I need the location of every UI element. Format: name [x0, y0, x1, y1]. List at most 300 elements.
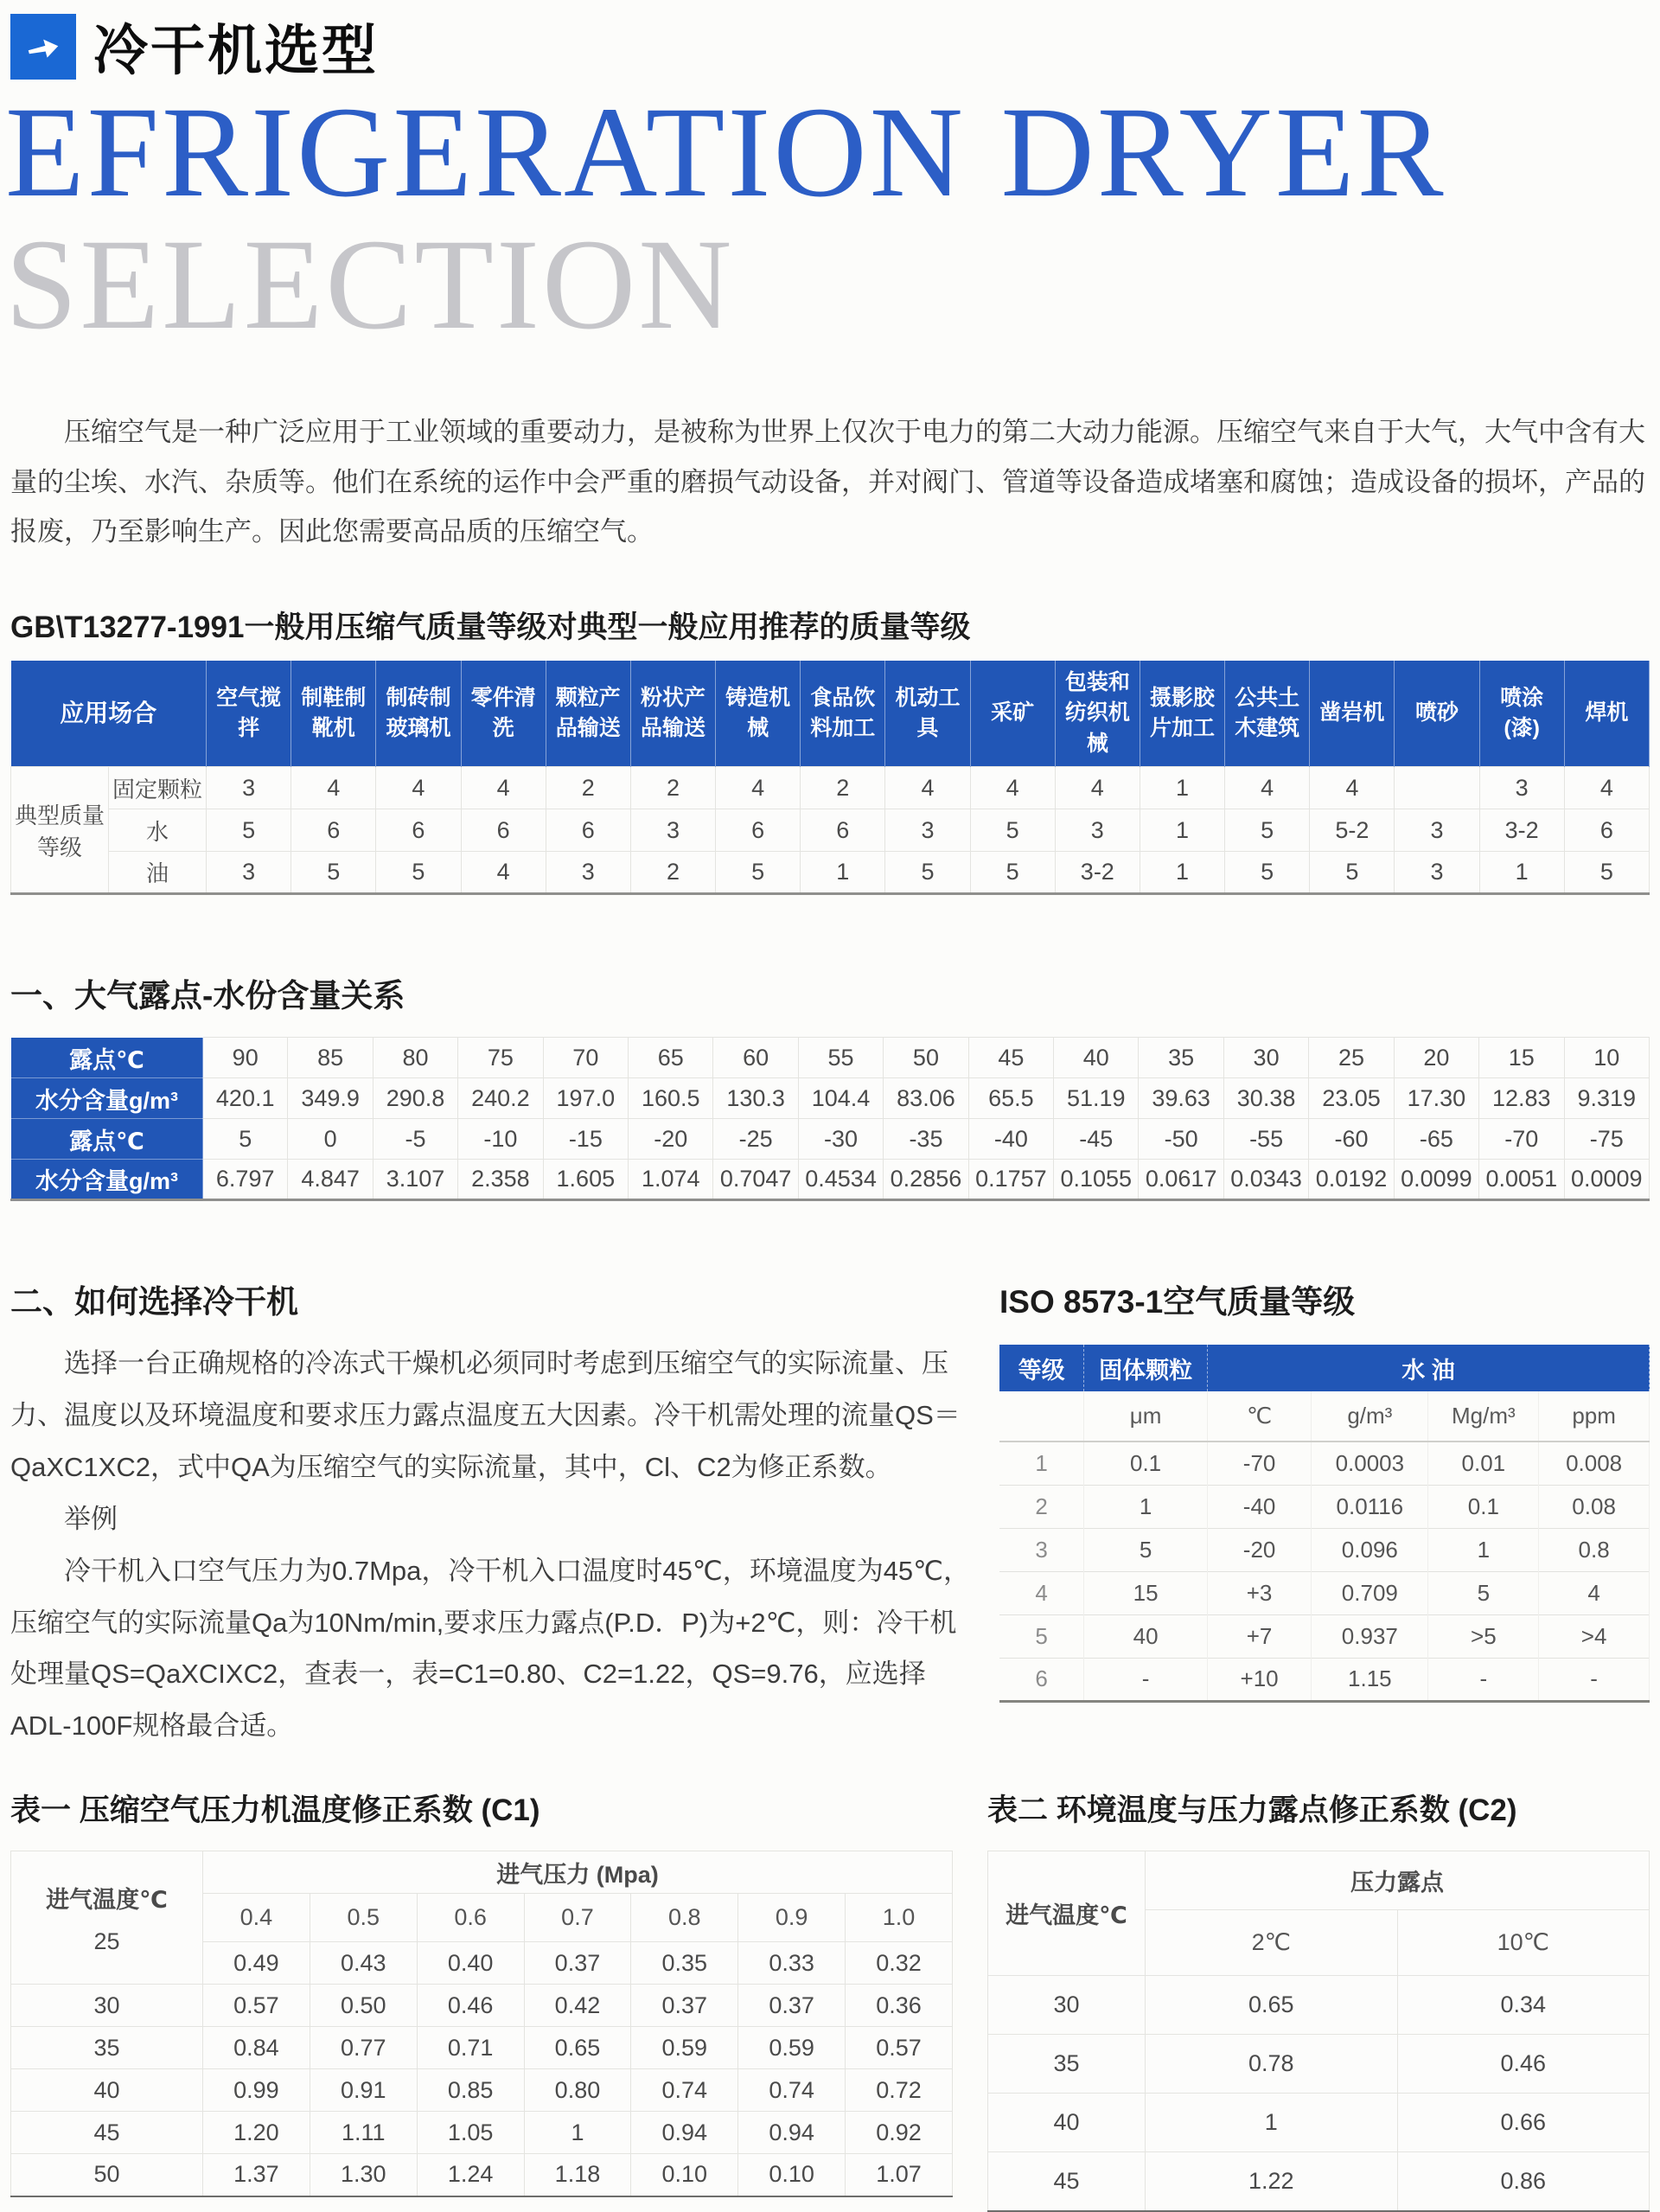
c2-corner-cell: 进气温度℃	[988, 1851, 1146, 1976]
table-cell: +10	[1207, 1658, 1311, 1701]
table-cell: 3	[1479, 767, 1564, 809]
table-cell: >4	[1539, 1614, 1650, 1658]
table-cell: 0.0343	[1223, 1160, 1308, 1200]
selection-paragraph-1: 选择一台正确规格的冷冻式干燥机必须同时考虑到压缩空气的实际流量、压力、温度以及环境温度和要求压力露点温度五大因素。冷干机需处理的流量QS＝QaXC1XC2，式中QA为压缩空气的实际流量，其中，Cl、C2为修正系数。	[10, 1348, 961, 1483]
table-cell: 6.797	[203, 1160, 288, 1200]
table-cell: 60	[713, 1038, 798, 1078]
table-cell: 1	[1084, 1485, 1208, 1528]
table-cell: 35	[1139, 1038, 1223, 1078]
catalog-page	[0, 7, 1660, 2212]
table-cell: 65	[629, 1038, 713, 1078]
dew-row-label: 水分含量g/m³	[11, 1078, 203, 1119]
table-cell: 1.074	[629, 1160, 713, 1200]
table-cell: 0.50	[310, 1985, 417, 2027]
gb-column-header: 凿岩机	[1310, 661, 1395, 767]
table-cell: 0.91	[310, 2069, 417, 2112]
table-cell: 0.0192	[1309, 1160, 1394, 1200]
table-cell: -10	[458, 1119, 543, 1160]
gb-column-header: 制砖制玻璃机	[376, 661, 461, 767]
table-cell: -20	[1207, 1528, 1311, 1571]
c1-corner-value: 25	[93, 1928, 120, 1954]
table-cell: -5	[373, 1119, 457, 1160]
table-cell: 25	[1309, 1038, 1394, 1078]
table-cell: 0.008	[1539, 1442, 1650, 1485]
table-cell: 349.9	[288, 1078, 373, 1119]
c1-tbody	[11, 1851, 953, 2196]
table-cell: 0.86	[1397, 2152, 1650, 2211]
table-cell: 3	[1395, 852, 1479, 894]
table-cell: 0.37	[631, 1985, 738, 2027]
gb-column-header: 喷砂	[1395, 661, 1479, 767]
table-cell: 3	[630, 809, 715, 852]
iso-unit-header: g/m³	[1312, 1391, 1428, 1442]
table-cell: 5	[716, 852, 801, 894]
table-cell: 0.36	[846, 1985, 953, 2027]
table-cell: 39.63	[1139, 1078, 1223, 1119]
c1-corner-label: 进气温度℃	[46, 1886, 168, 1913]
table-cell: 0.84	[203, 2027, 310, 2069]
table-cell: 5	[999, 1614, 1084, 1658]
table-cell: 4	[291, 767, 376, 809]
table-cell: 20	[1394, 1038, 1478, 1078]
table-cell: 0.0099	[1394, 1160, 1478, 1200]
table-cell: 1.22	[1146, 2152, 1398, 2211]
gb-column-header: 焊机	[1564, 661, 1649, 767]
table-cell: -	[1084, 1658, 1208, 1701]
table-cell: 0.1	[1084, 1442, 1208, 1485]
gb-column-header: 公共土木建筑	[1225, 661, 1310, 767]
table-cell: 1	[1428, 1528, 1539, 1571]
table-cell: 2	[630, 767, 715, 809]
table-cell: 0.10	[631, 2154, 738, 2196]
table-cell: 0.65	[524, 2027, 631, 2069]
iso-data-row	[999, 1528, 1650, 1571]
table-cell: 0.66	[1397, 2094, 1650, 2152]
c2-data-row	[988, 2094, 1650, 2152]
table-cell: 5-2	[1310, 809, 1395, 852]
c1-heading: 表一 压缩空气压力机温度修正系数 (C1)	[10, 1793, 540, 1828]
table-cell: 17.30	[1394, 1078, 1478, 1119]
table-cell: 0.0617	[1139, 1160, 1223, 1200]
iso-solid-header: 固体颗粒	[1084, 1345, 1208, 1391]
gb-row-label: 固定颗粒	[109, 767, 207, 809]
dew-row-label: 水分含量g/m³	[11, 1160, 203, 1200]
table-cell: 1.37	[203, 2154, 310, 2196]
gb-application-header: 应用场合	[11, 661, 207, 767]
c2-temp-label: 40	[988, 2094, 1146, 2152]
table-cell: 160.5	[629, 1078, 713, 1119]
table-cell: 5	[970, 809, 1055, 852]
iso-unit-header: Mg/m³	[1428, 1391, 1539, 1442]
table-cell: 4	[999, 1571, 1084, 1614]
table-cell: 104.4	[798, 1078, 883, 1119]
table-cell: 6	[999, 1658, 1084, 1701]
iso-unit-header: μm	[1084, 1391, 1208, 1442]
selection-guide-column	[10, 1275, 970, 1752]
gb-row-group-label: 典型质量等级	[11, 767, 109, 894]
table-cell: 5	[1564, 852, 1649, 894]
table-cell: 55	[798, 1038, 883, 1078]
table-cell: 0.72	[846, 2069, 953, 2112]
table-cell: 2	[630, 852, 715, 894]
table-cell: 23.05	[1309, 1078, 1394, 1119]
iso-quality-table	[999, 1345, 1650, 1703]
table-cell: 1	[999, 1442, 1084, 1485]
table-cell: -40	[968, 1119, 1053, 1160]
table-cell: 0.0116	[1312, 1485, 1428, 1528]
gb-column-header: 铸造机械	[716, 661, 801, 767]
table-cell: 420.1	[203, 1078, 288, 1119]
table-cell: 3	[546, 852, 630, 894]
table-cell: 2.358	[458, 1160, 543, 1200]
table-cell: 0.2856	[884, 1160, 968, 1200]
table-cell: 70	[543, 1038, 628, 1078]
c2-data-row	[988, 2035, 1650, 2094]
dew-data-row	[11, 1160, 1650, 1200]
c1-pressure-header: 0.4	[203, 1894, 310, 1942]
gb-column-header: 制鞋制靴机	[291, 661, 376, 767]
table-cell: 0.4534	[798, 1160, 883, 1200]
table-cell: 6	[801, 809, 885, 852]
table-cell: 290.8	[373, 1078, 457, 1119]
table-cell: 3.107	[373, 1160, 457, 1200]
gb-column-header: 零件清洗	[461, 661, 546, 767]
table-cell: 4	[461, 852, 546, 894]
table-cell: 0.59	[738, 2027, 846, 2069]
table-cell: 1	[1140, 809, 1224, 852]
table-cell: -60	[1309, 1119, 1394, 1160]
table-cell: 1.11	[310, 2112, 417, 2154]
table-cell: -55	[1223, 1119, 1308, 1160]
c1-correction-table	[10, 1851, 953, 2197]
correction-tables-section	[10, 1787, 1650, 2212]
dew-data-row	[11, 1038, 1650, 1078]
c1-temp-label: 35	[11, 2027, 203, 2069]
table-cell: 0.80	[524, 2069, 631, 2112]
c1-temp-label: 45	[11, 2112, 203, 2154]
table-cell: 1.20	[203, 2112, 310, 2154]
c1-temp-label: 40	[11, 2069, 203, 2112]
c2-temp-label: 30	[988, 1976, 1146, 2035]
c1-pressure-header: 0.7	[524, 1894, 631, 1942]
iso-data-row	[999, 1485, 1650, 1528]
table-cell: 5	[291, 852, 376, 894]
table-cell: 4	[376, 767, 461, 809]
table-cell: 1.15	[1312, 1658, 1428, 1701]
iso-unit-header: ppm	[1539, 1391, 1650, 1442]
table-cell: +7	[1207, 1614, 1311, 1658]
table-cell: 5	[376, 852, 461, 894]
table-cell: 4	[885, 767, 970, 809]
table-cell: 3-2	[1479, 809, 1564, 852]
c1-column	[10, 1787, 953, 2212]
table-cell: 75	[458, 1038, 543, 1078]
gb-body	[11, 767, 1650, 894]
iso-header-row	[999, 1345, 1650, 1391]
table-cell: 30	[1223, 1038, 1308, 1078]
c1-pressure-header: 0.5	[310, 1894, 417, 1942]
table-cell: 40	[1054, 1038, 1139, 1078]
gb-column-header: 食品饮料加工	[801, 661, 885, 767]
c2-tbody	[988, 1851, 1650, 2211]
table-cell: 0.57	[846, 2027, 953, 2069]
table-cell: 1.24	[417, 2154, 524, 2196]
table-cell: 12.83	[1479, 1078, 1564, 1119]
table-cell: 5	[1084, 1528, 1208, 1571]
table-cell: 5	[1310, 852, 1395, 894]
table-cell: 5	[970, 852, 1055, 894]
table-cell: 10	[1564, 1038, 1650, 1078]
table-cell: 197.0	[543, 1078, 628, 1119]
selection-heading: 二、如何选择冷干机	[10, 1284, 298, 1320]
table-cell: 4	[1225, 767, 1310, 809]
iso-unit-header: ℃	[1207, 1391, 1311, 1442]
c2-data-row	[988, 2152, 1650, 2211]
table-cell: 0.0009	[1564, 1160, 1650, 1200]
table-cell: 0.85	[417, 2069, 524, 2112]
table-cell: 0.8	[1539, 1528, 1650, 1571]
table-cell: -35	[884, 1119, 968, 1160]
table-cell: 5	[1225, 809, 1310, 852]
table-cell: 3-2	[1055, 852, 1140, 894]
c1-data-row	[11, 2069, 953, 2112]
gb-data-row	[11, 809, 1650, 852]
selection-example-label: 举例	[64, 1503, 118, 1534]
iso-data-row	[999, 1658, 1650, 1701]
c1-pressure-header: 1.0	[846, 1894, 953, 1942]
gb-column-header: 机动工具	[885, 661, 970, 767]
table-cell: 0.08	[1539, 1485, 1650, 1528]
table-cell: 0.74	[738, 2069, 846, 2112]
table-cell: 4	[970, 767, 1055, 809]
table-cell	[1395, 767, 1479, 809]
dew-row-label: 露点℃	[11, 1038, 203, 1078]
table-cell: 0.7047	[713, 1160, 798, 1200]
table-cell: -40	[1207, 1485, 1311, 1528]
table-cell: 0.33	[738, 1942, 846, 1985]
table-cell: 0.46	[1397, 2035, 1650, 2094]
table-cell: 0.57	[203, 1985, 310, 2027]
table-cell: 0.65	[1146, 1976, 1398, 2035]
table-cell: 4	[1055, 767, 1140, 809]
table-cell: 51.19	[1054, 1078, 1139, 1119]
page-title-english: EFRIGERATION DRYER	[5, 80, 1446, 224]
table-cell: 6	[546, 809, 630, 852]
table-cell: 90	[203, 1038, 288, 1078]
c2-temp-label: 35	[988, 2035, 1146, 2094]
table-cell: 0.34	[1397, 1976, 1650, 2035]
table-cell: 4	[461, 767, 546, 809]
table-cell: 0.0003	[1312, 1442, 1428, 1485]
c1-data-row	[11, 2027, 953, 2069]
table-cell: 3	[207, 852, 291, 894]
table-cell: +3	[1207, 1571, 1311, 1614]
table-cell: 0.78	[1146, 2035, 1398, 2094]
c2-heading: 表二 环境温度与压力露点修正系数 (C2)	[987, 1793, 1517, 1828]
c2-header-row	[988, 1851, 1650, 1910]
iso-grade-header: 等级	[999, 1345, 1084, 1391]
dew-data-row	[11, 1078, 1650, 1119]
table-cell: 0.46	[417, 1985, 524, 2027]
table-cell: 40	[1084, 1614, 1208, 1658]
table-cell: 1.30	[310, 2154, 417, 2196]
table-cell: -30	[798, 1119, 883, 1160]
table-cell: 45	[968, 1038, 1053, 1078]
selection-paragraph-2: 冷干机入口空气压力为0.7Mpa，冷干机入口温度时45℃，环境温度为45℃，压缩空气的实际流量Qa为10Nm/min,要求压力露点(P.D．P)为+2℃，则：冷干机处理量QS=QaXCIXC2，查表一，表=C1=0.80、C2=1.22，QS=9.76，应选择ADL-100F规格最合适。	[10, 1555, 970, 1742]
table-cell: 5	[1225, 852, 1310, 894]
iso-heading: ISO 8573-1空气质量等级	[999, 1284, 1356, 1320]
gb-column-header: 粉状产品输送	[630, 661, 715, 767]
middle-section	[10, 1275, 1650, 1752]
table-cell: 3	[885, 809, 970, 852]
table-cell: 9.319	[1564, 1078, 1650, 1119]
gb-row-label: 水	[109, 809, 207, 852]
table-cell: 0.77	[310, 2027, 417, 2069]
iso-data-row	[999, 1442, 1650, 1485]
gb-quality-table	[10, 661, 1650, 896]
table-cell: 1.605	[543, 1160, 628, 1200]
table-cell: 0.0051	[1479, 1160, 1564, 1200]
gb-column-header: 颗粒产品输送	[546, 661, 630, 767]
table-cell: 1.05	[417, 2112, 524, 2154]
table-cell: 4.847	[288, 1160, 373, 1200]
table-cell: 4	[1564, 767, 1649, 809]
iso-column	[999, 1275, 1650, 1752]
table-cell: 1.07	[846, 2154, 953, 2196]
page-title: 冷干机选型	[93, 21, 379, 81]
c1-pressure-header: 0.6	[417, 1894, 524, 1942]
table-cell: 4	[1539, 1571, 1650, 1614]
table-cell: 2	[801, 767, 885, 809]
table-cell: 1	[1140, 852, 1224, 894]
table-cell: 0	[288, 1119, 373, 1160]
dew-body	[11, 1038, 1650, 1200]
gb-header-row	[11, 661, 1650, 767]
c2-dewpoint-header: 2℃	[1146, 1910, 1398, 1976]
table-cell: 0.937	[1312, 1614, 1428, 1658]
table-cell: 0.40	[417, 1942, 524, 1985]
arrow-icon	[10, 14, 76, 80]
table-cell: -75	[1564, 1119, 1650, 1160]
table-cell: 2	[999, 1485, 1084, 1528]
table-cell: 3	[999, 1528, 1084, 1571]
table-cell: 0.709	[1312, 1571, 1428, 1614]
table-cell: -45	[1054, 1119, 1139, 1160]
table-cell: -	[1539, 1658, 1650, 1701]
table-cell: 6	[716, 809, 801, 852]
page-subtitle-english: SELECTION	[5, 213, 735, 356]
iso-body	[999, 1442, 1650, 1701]
table-cell: 6	[291, 809, 376, 852]
iso-data-row	[999, 1571, 1650, 1614]
table-cell: 0.74	[631, 2069, 738, 2112]
c1-data-row	[11, 2112, 953, 2154]
table-cell: -25	[713, 1119, 798, 1160]
c1-temp-label: 30	[11, 1985, 203, 2027]
gb-table-heading: GB\T13277-1991一般用压缩气质量等级对典型一般应用推荐的质量等级	[10, 610, 971, 644]
table-cell: 50	[884, 1038, 968, 1078]
table-cell: 0.94	[631, 2112, 738, 2154]
c1-data-row	[11, 1985, 953, 2027]
table-cell: 4	[716, 767, 801, 809]
table-cell: 0.096	[1312, 1528, 1428, 1571]
table-cell: 0.10	[738, 2154, 846, 2196]
table-cell: 0.1757	[968, 1160, 1053, 1200]
table-cell: 15	[1479, 1038, 1564, 1078]
table-cell: 5	[1428, 1571, 1539, 1614]
c2-temp-label: 45	[988, 2152, 1146, 2211]
c1-pressure-header: 0.9	[738, 1894, 846, 1942]
table-cell: 15	[1084, 1571, 1208, 1614]
table-cell: 0.71	[417, 2027, 524, 2069]
table-cell: 0.37	[524, 1942, 631, 1985]
c1-header-row	[11, 1851, 953, 1894]
table-cell: 130.3	[713, 1078, 798, 1119]
table-cell: 0.1	[1428, 1485, 1539, 1528]
gb-row-label: 油	[109, 852, 207, 894]
table-cell: 3	[207, 767, 291, 809]
table-cell: 3	[1055, 809, 1140, 852]
iso-unit-blank	[999, 1391, 1084, 1442]
table-cell: 1	[1479, 852, 1564, 894]
dew-section-heading: 一、大气露点-水份含量关系	[10, 978, 405, 1014]
gb-column-header: 包装和纺织机械	[1055, 661, 1140, 767]
gb-data-row	[11, 767, 1650, 809]
gb-column-header: 摄影胶片加工	[1140, 661, 1224, 767]
table-cell: 0.59	[631, 2027, 738, 2069]
dew-row-label: 露点℃	[11, 1119, 203, 1160]
c1-pressure-header: 0.8	[631, 1894, 738, 1942]
table-cell: 80	[373, 1038, 457, 1078]
table-cell: 0.37	[738, 1985, 846, 2027]
gb-column-header: 喷涂(漆)	[1479, 661, 1564, 767]
page-header	[10, 7, 1650, 86]
table-cell: 240.2	[458, 1078, 543, 1119]
table-cell: -50	[1139, 1119, 1223, 1160]
dew-data-row	[11, 1119, 1650, 1160]
table-cell: 1	[1146, 2094, 1398, 2152]
table-cell: 3	[1395, 809, 1479, 852]
table-cell: 0.92	[846, 2112, 953, 2154]
c1-temp-label: 50	[11, 2154, 203, 2196]
table-cell: 0.43	[310, 1942, 417, 1985]
table-cell: -70	[1479, 1119, 1564, 1160]
table-cell: 6	[461, 809, 546, 852]
table-cell: 1	[801, 852, 885, 894]
table-cell: 6	[1564, 809, 1649, 852]
table-cell: -15	[543, 1119, 628, 1160]
table-cell: 4	[1310, 767, 1395, 809]
dew-point-table	[10, 1037, 1650, 1201]
table-cell: 0.49	[203, 1942, 310, 1985]
table-cell: 0.01	[1428, 1442, 1539, 1485]
table-cell: 1.18	[524, 2154, 631, 2196]
intro-paragraph: 压缩空气是一种广泛应用于工业领域的重要动力，是被称为世界上仅次于电力的第二大动力能源。压缩空气来自于大气，大气中含有大量的尘埃、水汽、杂质等。他们在系统的运作中会严重的磨损气动设备，并对阀门、管道等设备造成堵塞和腐蚀；造成设备的损坏，产品的报废，乃至影响生产。因此您需要高品质的压缩空气。	[10, 417, 1645, 547]
table-cell: 1	[1140, 767, 1224, 809]
table-cell: >5	[1428, 1614, 1539, 1658]
table-cell: -20	[629, 1119, 713, 1160]
iso-data-row	[999, 1614, 1650, 1658]
table-cell: -70	[1207, 1442, 1311, 1485]
iso-units-row	[999, 1391, 1650, 1442]
c1-data-row	[11, 2154, 953, 2196]
c2-dewpoint-header: 10℃	[1397, 1910, 1650, 1976]
c2-correction-table	[987, 1851, 1650, 2212]
table-cell: 0.32	[846, 1942, 953, 1985]
c1-corner-cell	[11, 1851, 203, 1985]
iso-water-oil-header: 水 油	[1207, 1345, 1649, 1391]
gb-column-header: 采矿	[970, 661, 1055, 767]
